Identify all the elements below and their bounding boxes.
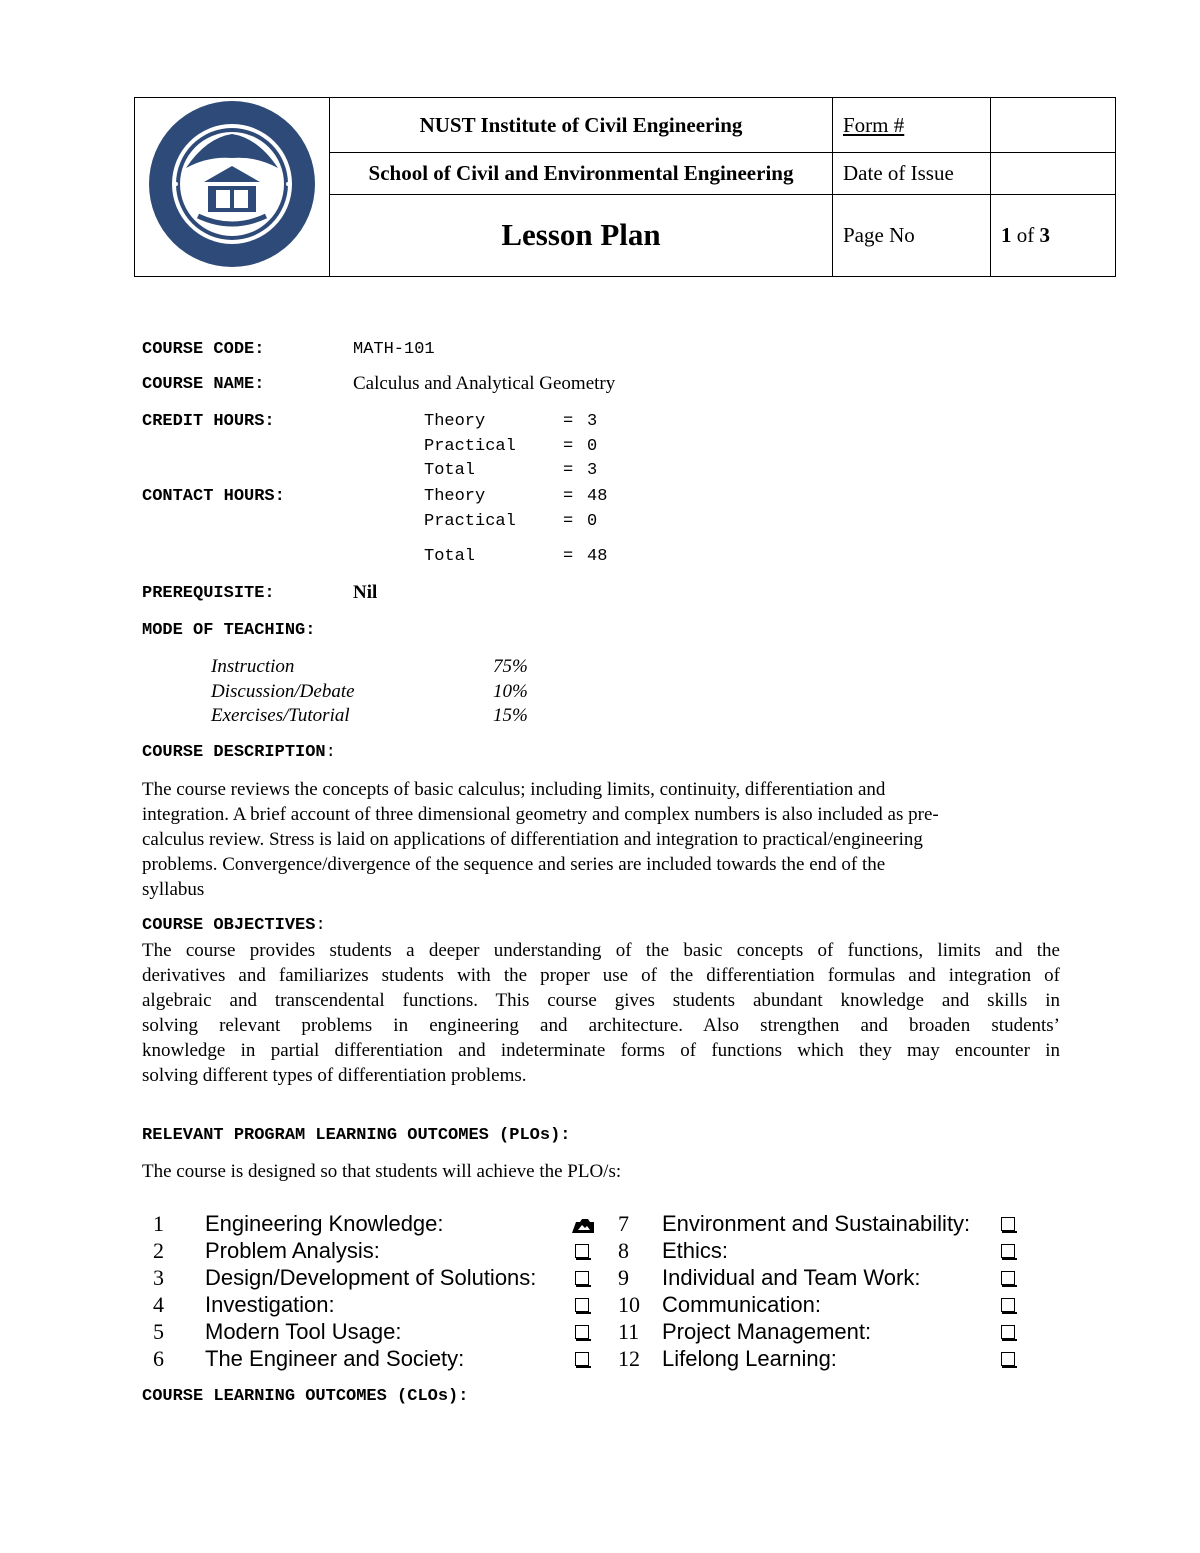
mode-exercises-label: Exercises/Tutorial — [211, 705, 350, 726]
unchecked-box-icon[interactable] — [1001, 1271, 1015, 1285]
document-header — [134, 97, 1115, 269]
unchecked-box-icon[interactable] — [575, 1244, 589, 1258]
contact-practical-label: Practical — [424, 512, 516, 531]
plo-number: 10 — [618, 1292, 640, 1317]
plo-label: Lifelong Learning: — [662, 1346, 837, 1371]
plo-label: Investigation: — [205, 1292, 335, 1317]
credit-hours-label: CREDIT HOURS: — [142, 412, 275, 431]
objectives-line: The course provides students a deeper understanding of the basic concepts of functions, limits and the — [142, 940, 1060, 961]
page-number: 1 of 3 — [991, 194, 1116, 276]
course-name-label: COURSE NAME: — [142, 375, 265, 394]
course-description-heading: COURSE DESCRIPTION: — [142, 743, 336, 762]
description-line: problems. Convergence/divergence of the sequence and series are included towards the end of the — [142, 854, 886, 875]
plo-number: 12 — [618, 1346, 640, 1371]
course-objectives-heading: COURSE OBJECTIVES: — [142, 916, 326, 935]
plo-number: 4 — [153, 1292, 164, 1317]
plo-number: 5 — [153, 1319, 164, 1344]
plo-number: 11 — [618, 1319, 640, 1344]
credit-theory-label: Theory — [424, 412, 486, 431]
plo-number: 8 — [618, 1238, 629, 1263]
nust-seal-icon — [146, 98, 318, 270]
contact-total-value: 48 — [587, 547, 608, 566]
credit-theory-eq: = — [563, 412, 574, 431]
contact-total-label: Total — [424, 547, 476, 566]
mode-instruction-value: 75% — [493, 656, 528, 677]
plo-label: Individual and Team Work: — [662, 1265, 921, 1290]
page-number-label: Page No — [833, 194, 991, 276]
plo-number: 3 — [153, 1265, 164, 1290]
course-description — [142, 777, 1060, 902]
prerequisite-value: Nil — [353, 582, 378, 603]
credit-practical-value: 0 — [587, 437, 598, 456]
unchecked-box-icon[interactable] — [575, 1298, 589, 1312]
objectives-line: solving different types of differentiation problems. — [142, 1065, 527, 1086]
contact-practical-value: 0 — [587, 512, 598, 531]
plo-number: 7 — [618, 1211, 629, 1236]
course-name: Calculus and Analytical Geometry — [353, 373, 616, 394]
plo-heading: RELEVANT PROGRAM LEARNING OUTCOMES (PLOs): — [142, 1126, 571, 1145]
objectives-line: knowledge in partial differentiation and indeterminate forms of functions which they may encounter in — [142, 1040, 1060, 1061]
contact-total-eq: = — [563, 547, 574, 566]
credit-total-eq: = — [563, 461, 574, 480]
unchecked-box-icon[interactable] — [1001, 1325, 1015, 1339]
contact-practical-eq: = — [563, 512, 574, 531]
mode-instruction-label: Instruction — [211, 656, 295, 677]
plo-label: Project Management: — [662, 1319, 872, 1344]
credit-total-label: Total — [424, 461, 476, 480]
institute-name: NUST Institute of Civil Engineering — [330, 98, 833, 153]
unchecked-box-icon[interactable] — [1001, 1244, 1015, 1258]
school-name: School of Civil and Environmental Engineering — [330, 153, 833, 195]
objectives-line: algebraic and transcendental functions. This course gives students abundant knowledge and skills in — [142, 990, 1060, 1011]
plo-label: Communication: — [662, 1292, 821, 1317]
mode-exercises-value: 15% — [493, 705, 528, 726]
course-code-label: COURSE CODE: — [142, 340, 265, 359]
plo-label: Design/Development of Solutions: — [205, 1265, 537, 1290]
plo-number: 9 — [618, 1265, 629, 1290]
description-line: integration. A brief account of three dimensional geometry and complex numbers is also included as pre- — [142, 804, 939, 825]
prerequisite-label: PREREQUISITE: — [142, 584, 275, 603]
plo-label: Ethics: — [662, 1238, 729, 1263]
description-line: The course reviews the concepts of basic calculus; including limits, continuity, differentiation and — [142, 779, 886, 800]
mode-discussion-value: 10% — [493, 681, 528, 702]
mode-discussion-label: Discussion/Debate — [211, 681, 355, 702]
plo-label: Environment and Sustainability: — [662, 1211, 971, 1236]
objectives-line: derivatives and familiarizes students with the proper use of the differentiation formulas and integration of — [142, 965, 1060, 986]
contact-theory-label: Theory — [424, 487, 486, 506]
clo-heading: COURSE LEARNING OUTCOMES (CLOs): — [142, 1387, 469, 1406]
logo-cell — [135, 98, 330, 277]
document-title: Lesson Plan — [330, 194, 833, 276]
contact-theory-eq: = — [563, 487, 574, 506]
form-number-value — [991, 98, 1116, 153]
unchecked-box-icon[interactable] — [1001, 1298, 1015, 1312]
course-code: MATH-101 — [353, 340, 435, 359]
unchecked-box-icon[interactable] — [1001, 1217, 1015, 1231]
unchecked-box-icon[interactable] — [1001, 1352, 1015, 1366]
plo-label: The Engineer and Society: — [205, 1346, 465, 1371]
objectives-line: solving relevant problems in engineering and architecture. Also strengthen and broaden students’ — [142, 1015, 1060, 1036]
unchecked-box-icon[interactable] — [575, 1271, 589, 1285]
form-number-label: Form # — [833, 98, 991, 153]
plo-number: 2 — [153, 1238, 164, 1263]
mode-of-teaching-label: MODE OF TEACHING: — [142, 621, 316, 640]
credit-practical-label: Practical — [424, 437, 516, 456]
checked-box-icon[interactable] — [571, 1218, 595, 1234]
credit-theory-value: 3 — [587, 412, 598, 431]
unchecked-box-icon[interactable] — [575, 1352, 589, 1366]
contact-theory-value: 48 — [587, 487, 608, 506]
plo-number: 6 — [153, 1346, 164, 1371]
plo-label: Modern Tool Usage: — [205, 1319, 402, 1344]
plo-label: Engineering Knowledge: — [205, 1211, 444, 1236]
credit-total-value: 3 — [587, 461, 598, 480]
unchecked-box-icon[interactable] — [575, 1325, 589, 1339]
course-objectives — [142, 938, 1060, 1088]
credit-practical-eq: = — [563, 437, 574, 456]
description-line: calculus review. Stress is laid on applications of differentiation and integration to practical/engineering — [142, 829, 923, 850]
plo-label: Problem Analysis: — [205, 1238, 380, 1263]
contact-hours-label: CONTACT HOURS: — [142, 487, 285, 506]
issue-date-label: Date of Issue — [833, 153, 991, 195]
issue-date-value — [991, 153, 1116, 195]
plo-number: 1 — [153, 1211, 164, 1236]
description-line: syllabus — [142, 879, 205, 900]
plo-intro: The course is designed so that students will achieve the PLO/s: — [142, 1161, 622, 1182]
